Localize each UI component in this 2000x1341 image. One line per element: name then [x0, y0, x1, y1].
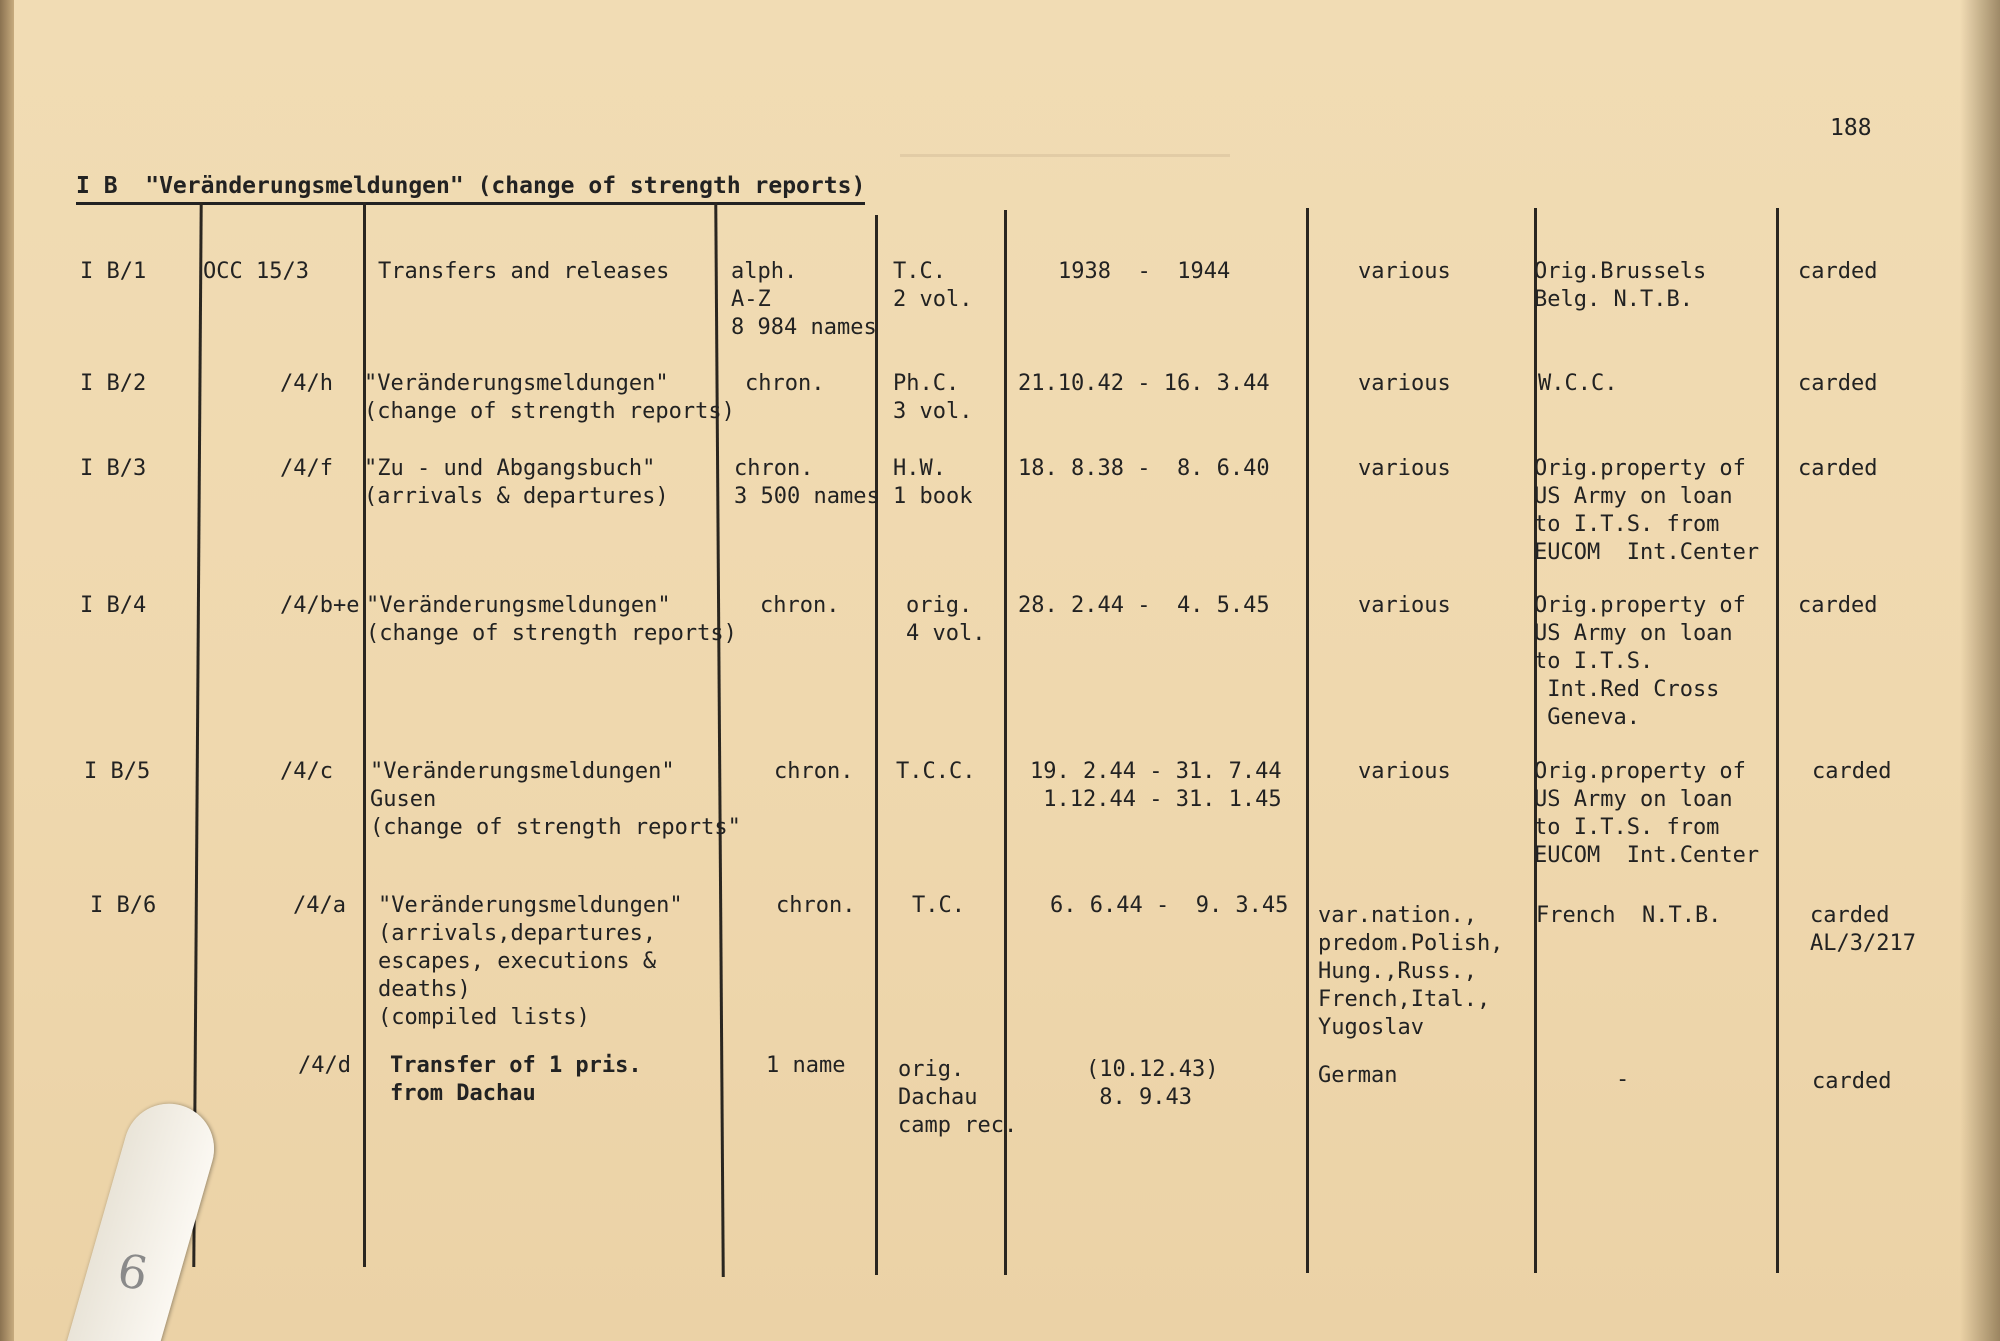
- row-reference: OCC 15/3: [203, 259, 309, 284]
- row-status: carded: [1798, 593, 1878, 618]
- paper-tab-marker: [64, 1093, 225, 1341]
- row-reference: /4/c: [280, 759, 333, 784]
- row-source: French N.T.B.: [1536, 903, 1722, 928]
- row-source: Orig.property of US Army on loan to I.T.S. from EUCOM Int.Center: [1534, 759, 1760, 868]
- row-reference: /4/h: [280, 371, 333, 396]
- row-dates: 18. 8.38 - 8. 6.40: [1018, 456, 1270, 481]
- row-reference: /4/b+e: [280, 593, 360, 618]
- row-dates: 19. 2.44 - 31. 7.44 1.12.44 - 31. 1.45: [1030, 759, 1282, 812]
- row-id: I B/6: [90, 893, 157, 918]
- row-description: "Veränderungsmeldungen" Gusen (change of strength reports": [370, 759, 741, 840]
- row-nationality: var.nation., predom.Polish, Hung.,Russ., French,Ital., Yugoslav: [1318, 903, 1504, 1040]
- row-type: orig. 4 vol.: [906, 593, 986, 646]
- row-nationality: various: [1358, 259, 1451, 284]
- row-type: T.C.C.: [896, 759, 976, 784]
- row-type: H.W. 1 book: [893, 456, 973, 509]
- row-id: I B/1: [80, 259, 147, 284]
- row-id: I B/3: [80, 456, 147, 481]
- tab-marker-number: 6: [113, 1242, 152, 1302]
- row-arrangement: chron. 3 500 names: [734, 456, 880, 509]
- row-reference: /4/d: [298, 1053, 351, 1078]
- row-status: carded: [1798, 259, 1878, 284]
- column-rule: [1776, 208, 1779, 1273]
- row-source: W.C.C.: [1538, 371, 1618, 396]
- row-nationality: various: [1358, 456, 1451, 481]
- row-status: carded: [1812, 759, 1892, 784]
- book-binding: [0, 0, 14, 1341]
- row-source: Orig.property of US Army on loan to I.T.S. from EUCOM Int.Center: [1534, 456, 1760, 565]
- row-type: T.C. 2 vol.: [893, 259, 973, 312]
- row-description: "Veränderungsmeldungen" (arrivals,departures, escapes, executions & deaths) (compiled lists): [378, 893, 683, 1030]
- row-nationality: German: [1318, 1063, 1398, 1088]
- page-number: 188: [1830, 115, 1872, 141]
- row-nationality: various: [1358, 593, 1451, 618]
- row-status: carded: [1798, 456, 1878, 481]
- row-description: "Veränderungsmeldungen" (change of strength reports): [366, 593, 737, 646]
- row-type: orig. Dachau camp rec.: [898, 1057, 1018, 1138]
- row-arrangement: chron.: [776, 893, 856, 918]
- row-reference: /4/a: [293, 893, 346, 918]
- row-dates: 1938 - 1944: [1058, 259, 1231, 284]
- row-dates: 21.10.42 - 16. 3.44: [1018, 371, 1270, 396]
- row-status: carded: [1798, 371, 1878, 396]
- page-edge-shadow: [1960, 0, 2000, 1341]
- row-reference: /4/f: [280, 456, 333, 481]
- row-arrangement: chron.: [774, 759, 854, 784]
- row-id: I B/2: [80, 371, 147, 396]
- row-source: -: [1616, 1067, 1630, 1092]
- row-arrangement: 1 name: [766, 1053, 846, 1078]
- row-dates: (10.12.43) 8. 9.43: [1086, 1057, 1219, 1110]
- row-description: "Zu - und Abgangsbuch" (arrivals & departures): [364, 456, 669, 509]
- row-description: Transfer of 1 pris. from Dachau: [390, 1053, 642, 1106]
- row-dates: 28. 2.44 - 4. 5.45: [1018, 593, 1270, 618]
- row-source: Orig.property of US Army on loan to I.T.S. Int.Red Cross Geneva.: [1534, 593, 1746, 730]
- row-status: carded: [1812, 1069, 1892, 1094]
- row-arrangement: chron.: [745, 371, 825, 396]
- column-rule: [875, 215, 878, 1275]
- column-rule: [192, 202, 202, 1267]
- row-id: I B/4: [80, 593, 147, 618]
- column-rule: [1306, 208, 1309, 1273]
- row-dates: 6. 6.44 - 9. 3.45: [1050, 893, 1289, 918]
- row-arrangement: alph. A-Z 8 984 names: [731, 259, 877, 340]
- row-status: carded AL/3/217: [1810, 903, 1916, 956]
- column-rule: [714, 202, 725, 1277]
- bleed-through-text: [900, 140, 1230, 157]
- section-heading: I B "Veränderungsmeldungen" (change of strength reports): [76, 172, 865, 205]
- row-id: I B/5: [84, 759, 151, 784]
- row-description: Transfers and releases: [378, 259, 670, 284]
- row-arrangement: chron.: [760, 593, 840, 618]
- column-rule: [1534, 208, 1537, 1273]
- column-rule: [363, 202, 366, 1267]
- row-description: "Veränderungsmeldungen" (change of strength reports): [364, 371, 735, 424]
- row-nationality: various: [1358, 759, 1451, 784]
- row-type: Ph.C. 3 vol.: [893, 371, 973, 424]
- row-type: T.C.: [912, 893, 965, 918]
- row-source: Orig.Brussels Belg. N.T.B.: [1534, 259, 1707, 312]
- row-nationality: various: [1358, 371, 1451, 396]
